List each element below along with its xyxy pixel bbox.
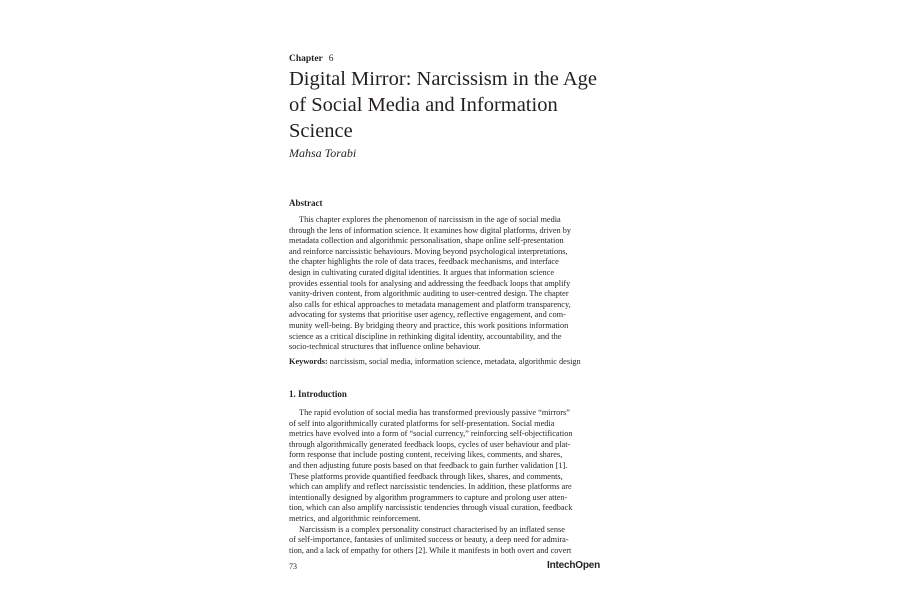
text-line: advocating for systems that prioritise user agency, reflective engagement, and com- bbox=[289, 310, 566, 320]
text-line: These platforms provide quantified feedback through likes, shares, and comments, bbox=[289, 471, 563, 481]
text-line: This chapter explores the phenomenon of narcissism in the age of social media bbox=[299, 215, 561, 224]
keywords-text: narcissism, social media, information science, metadata, algorithmic design bbox=[329, 357, 581, 366]
chapter-title: Digital Mirror: Narcissism in the Age of Social Media and Information Science bbox=[289, 68, 598, 142]
text-line: design in cultivating curated digital identities. It argues that information science bbox=[289, 267, 555, 277]
text-line: through algorithmically generated feedback loops, cycles of user behaviour and plat- bbox=[289, 439, 571, 449]
author-name: Mahsa Torabi bbox=[289, 146, 357, 160]
text-line: through the lens of information science. It examines how digital platforms, driven by bbox=[289, 225, 572, 235]
keywords-label: Keywords: bbox=[289, 357, 328, 366]
text-line: The rapid evolution of social media has transformed previously passive “mirrors” bbox=[299, 408, 570, 417]
text-line: of self into algorithmically curated platforms for self-presentation. Social media bbox=[289, 418, 555, 428]
text-line: intentionally designed by algorithm programmers to capture and prolong user atten- bbox=[289, 492, 568, 502]
text-line: metadata collection and algorithmic personalisation, shape online self-presentation bbox=[289, 236, 564, 246]
keywords-line bbox=[289, 357, 581, 366]
text-line: science as a critical discipline in rethinking digital identity, accountability, and the bbox=[289, 331, 562, 341]
chapter-number: 6 bbox=[328, 54, 334, 64]
chapter-label bbox=[289, 54, 334, 64]
abstract-heading: Abstract bbox=[289, 198, 323, 208]
text-line: tion, which can also amplify narcissistic tendencies through visual curation, feedback bbox=[289, 503, 573, 513]
introduction-body bbox=[289, 408, 601, 556]
abstract-body bbox=[289, 215, 601, 353]
text-line: of self-importance, fantasies of unlimited success or beauty, a deep need for admira- bbox=[289, 535, 569, 545]
text-line: metrics, and algorithmic reinforcement. bbox=[289, 513, 421, 523]
text-line: and reinforce narcissistic behaviours. Moving beyond psychological interpretations, bbox=[289, 246, 568, 256]
text-line: tion, and a lack of empathy for others [2]. While it manifests in both overt and covert bbox=[289, 545, 572, 555]
text-line: munity well-being. By bridging theory and practice, this work positions information bbox=[289, 320, 569, 330]
page-number: 73 bbox=[289, 562, 297, 571]
text-line: form response that include posting content, receiving likes, comments, and shares, bbox=[289, 450, 563, 460]
publisher-logo: IntechOpen bbox=[547, 560, 601, 571]
chapter-word: Chapter bbox=[289, 54, 323, 64]
introduction-heading: 1. Introduction bbox=[289, 389, 347, 399]
text-line: socio-technical structures that influence online behaviour. bbox=[289, 342, 481, 352]
text-line: provides essential tools for analysing and addressing the feedback loops that amplify bbox=[289, 278, 571, 288]
text-line: Narcissism is a complex personality construct characterised by an inflated sense bbox=[299, 524, 565, 534]
text-line: which can amplify and reflect narcissistic tendencies. In addition, these platforms are bbox=[289, 482, 572, 492]
text-line: metrics have evolved into a form of “social currency,” reinforcing self-objectification bbox=[289, 429, 573, 439]
text-line: also calls for ethical approaches to metadata management and platform transparency, bbox=[289, 299, 571, 309]
text-line: the chapter highlights the role of data traces, feedback mechanisms, and interface bbox=[289, 257, 559, 267]
text-line: vanity-driven content, from algorithmic auditing to user-centred design. The chapter bbox=[289, 289, 569, 299]
text-line: and then adjusting future posts based on that feedback to gain further validation [1]. bbox=[289, 460, 568, 470]
